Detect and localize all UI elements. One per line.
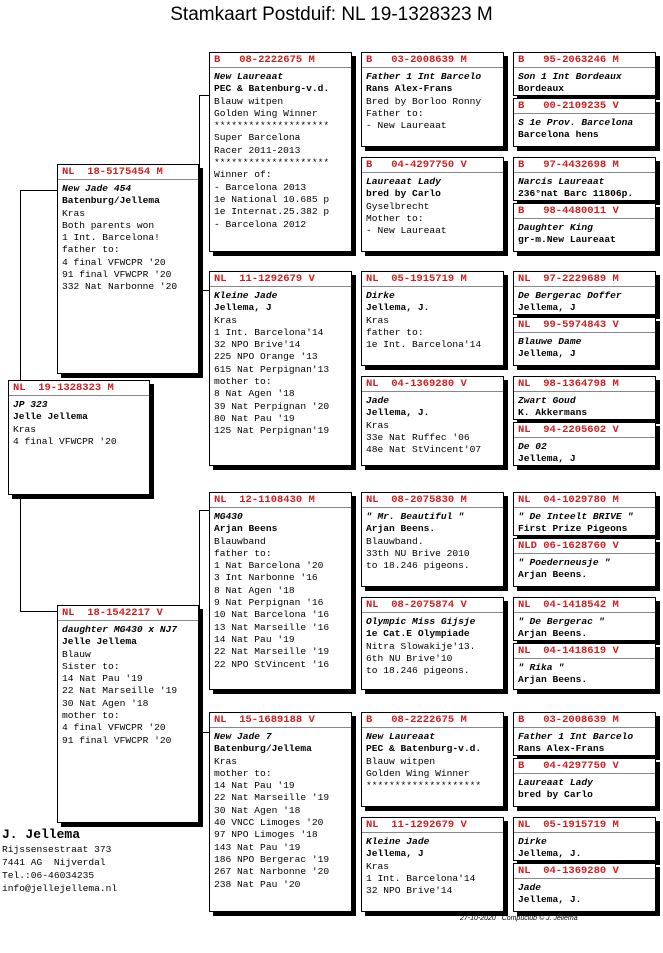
info-line: to 18.246 pigeons.: [366, 560, 470, 572]
breeder-name: Arjan Beens.: [518, 674, 588, 686]
info-line: 33th NU Brive 2010: [366, 547, 470, 559]
info-line: 1 Int. Barcelona'14: [366, 872, 476, 884]
info-line: Kras: [62, 207, 86, 219]
info-line: 267 Nat Narbonne '20: [214, 866, 330, 878]
ring-number: B 98-4480011 V: [514, 204, 655, 219]
pigeon-card-g12[interactable]: [513, 643, 656, 690]
info-line: 32 NPO Brive'14: [366, 885, 453, 897]
owner-info: [2, 826, 117, 895]
pigeon-name: Blauwe Dame: [518, 336, 582, 347]
pigeon-card-mff[interactable]: [361, 492, 504, 587]
info-line: Kras: [214, 314, 238, 326]
info-line: 22 Nat Marseille '19: [214, 792, 330, 804]
pigeon-card-g5[interactable]: [513, 271, 656, 315]
breeder-name: Jellema, J: [518, 302, 576, 314]
ring-number: NL 04-1369280 V: [362, 377, 503, 392]
pigeon-name: De 02: [518, 441, 547, 452]
info-line: 4 final VFWCPR '20: [13, 435, 117, 447]
info-line: mother to:: [62, 710, 120, 722]
pigeon-card-fm[interactable]: [209, 271, 352, 466]
info-line: - New Laureaat: [366, 120, 447, 132]
info-line: Winner of:: [214, 169, 272, 181]
ring-number: B 97-4432698 M: [514, 158, 655, 173]
pigeon-name: MG430: [214, 511, 243, 522]
pigeon-name: " Mr. Beautiful ": [366, 511, 464, 522]
breeder-name: Jelle Jellema: [62, 636, 137, 648]
pigeon-name: Father 1 Int Barcelo: [518, 731, 634, 742]
pigeon-name: Laureaat Lady: [518, 777, 593, 788]
breeder-name: Arjan Beens.: [366, 523, 436, 535]
info-line: Kras: [214, 755, 238, 767]
info-line: 80 Nat Pau '19: [214, 412, 295, 424]
ring-number: B 03-2008639 M: [514, 713, 655, 728]
info-line: 14 Nat Pau '19: [214, 633, 295, 645]
info-line: 4 final VFWCPR '20: [62, 722, 166, 734]
info-line: ********************: [366, 780, 482, 792]
breeder-name: First Prize Pigeons: [518, 523, 628, 535]
owner-address-line: Rijssensestraat 373: [2, 844, 112, 855]
ring-number: B 08-2222675 M: [362, 713, 503, 728]
ring-number: NL 04-1029780 M: [514, 493, 655, 508]
pigeon-card-fmf[interactable]: [361, 271, 504, 366]
pigeon-card-g8[interactable]: [513, 422, 656, 466]
info-line: 1 Nat Barcelona '20: [214, 560, 324, 572]
info-line: Blauw witpen: [214, 95, 284, 107]
info-line: Kras: [366, 314, 390, 326]
info-line: 8 Nat Agen '18: [214, 584, 295, 596]
info-line: Nitra Slowakije'13.: [366, 640, 476, 652]
pigeon-card-g9[interactable]: [513, 492, 656, 536]
pigeon-card-g16[interactable]: [513, 863, 656, 912]
pigeon-card-mother[interactable]: [57, 605, 199, 823]
ring-number: B 00-2109235 V: [514, 99, 655, 114]
pigeon-name: daughter MG430 x NJ7: [62, 624, 178, 635]
breeder-name: PEC & Batenburg-v.d.: [214, 83, 330, 95]
breeder-name: Bordeaux: [518, 83, 565, 95]
info-line: father to:: [214, 547, 272, 559]
owner-address-line: 7441 AG Nijverdal: [2, 857, 106, 868]
info-line: 3 Int Narbonne '16: [214, 572, 318, 584]
pigeon-card-ffm[interactable]: [361, 157, 504, 252]
pigeon-name: New Laureaat: [214, 71, 284, 82]
ring-number: NL 94-2205602 V: [514, 423, 655, 438]
info-line: Mother to:: [366, 212, 424, 224]
footer-credit: 27-10-2020 Compuclub © J. Jellema: [460, 915, 578, 922]
info-line: 33e Nat Ruffec '06: [366, 431, 470, 443]
breeder-name: 1e Cat.E Olympiade: [366, 628, 470, 640]
pigeon-card-mm[interactable]: [209, 712, 352, 912]
info-line: 13 Nat Marseille '16: [214, 621, 330, 633]
info-line: Racer 2011-2013: [214, 144, 301, 156]
info-line: ********************: [214, 157, 330, 169]
info-line: 39 Nat Perpignan '20: [214, 400, 330, 412]
breeder-name: Jellema, J.: [518, 894, 582, 906]
pigeon-card-mmf[interactable]: [361, 712, 504, 807]
info-line: 238 Nat Pau '20: [214, 878, 301, 890]
breeder-name: Batenburg/Jellema: [62, 195, 160, 207]
info-line: 1e National 10.685 p: [214, 193, 330, 205]
pigeon-name: Jade: [366, 395, 390, 406]
pigeon-name: New Jade 454: [62, 183, 132, 194]
breeder-name: Jellema, J: [214, 302, 272, 314]
breeder-name: Rans Alex-Frans: [518, 743, 605, 755]
breeder-name: Arjan Beens.: [518, 628, 588, 640]
pigeon-name: Dirke: [366, 290, 395, 301]
ring-number: NL 19-1328323 M: [9, 381, 149, 396]
info-line: Kras: [366, 860, 390, 872]
pigeon-card-mf[interactable]: [209, 492, 352, 690]
pigeon-name: Zwart Goud: [518, 395, 576, 406]
breeder-name: Jellema, J: [518, 348, 576, 360]
ring-number: NL 04-1418542 M: [514, 598, 655, 613]
ring-number: NL 04-1369280 V: [514, 864, 655, 879]
pigeon-name: Kleine Jade: [214, 290, 278, 301]
pigeon-card-g4[interactable]: [513, 203, 656, 252]
info-line: Bred by Borloo Ronny: [366, 95, 482, 107]
pigeon-card-father[interactable]: [57, 164, 199, 374]
pigeon-name: Olympic Miss Gijsje: [366, 616, 476, 627]
info-line: ********************: [214, 120, 330, 132]
info-line: 125 Nat Perpignan'19: [214, 425, 330, 437]
pigeon-card-g2[interactable]: [513, 98, 656, 147]
ring-number: NL 18-5175454 M: [58, 165, 198, 180]
info-line: Blauw: [62, 648, 91, 660]
info-line: 4 final VFWCPR '20: [62, 256, 166, 268]
pigeon-card-g11[interactable]: [513, 597, 656, 641]
pigeon-card-g1[interactable]: [513, 52, 656, 96]
info-line: Golden Wing Winner: [214, 107, 318, 119]
owner-email[interactable]: info@jellejellema.nl: [2, 883, 118, 894]
info-line: mother to:: [214, 376, 272, 388]
breeder-name: K. Akkermans: [518, 407, 588, 419]
pigeon-card-fff[interactable]: [361, 52, 504, 147]
info-line: 22 NPO StVincent '16: [214, 658, 330, 670]
breeder-name: Jellema, J.: [366, 302, 430, 314]
pigeon-name: New Jade 7: [214, 731, 272, 742]
info-line: father to:: [62, 244, 120, 256]
ring-number: NL 11-1292679 V: [362, 818, 503, 833]
info-line: 8 Nat Agen '18: [214, 388, 295, 400]
info-line: 615 Nat Perpignan'13: [214, 363, 330, 375]
breeder-name: Jelle Jellema: [13, 411, 88, 423]
info-line: Blauwband: [214, 535, 266, 547]
info-line: 40 VNCC Limoges '20: [214, 817, 324, 829]
info-line: 48e Nat StVincent'07: [366, 444, 482, 456]
breeder-name: PEC & Batenburg-v.d.: [366, 743, 482, 755]
ring-number: NL 12-1108430 M: [210, 493, 351, 508]
ring-number: NL 98-1364798 M: [514, 377, 655, 392]
page-title: Stamkaart Postduif: NL 19-1328323 M: [170, 4, 493, 25]
connector: [20, 190, 58, 381]
info-line: 186 NPO Bergerac '19: [214, 853, 330, 865]
connector: [20, 495, 58, 612]
pigeon-card-ff[interactable]: [209, 52, 352, 252]
info-line: to 18.246 pigeons.: [366, 665, 470, 677]
info-line: 14 Nat Pau '19: [214, 780, 295, 792]
info-line: 1 Int. Barcelona'14: [214, 326, 324, 338]
breeder-name: Arjan Beens: [214, 523, 278, 535]
pigeon-name: Son 1 Int Bordeaux: [518, 71, 622, 82]
breeder-name: Rans Alex-Frans: [366, 83, 453, 95]
breeder-name: bred by Carlo: [518, 789, 593, 801]
pigeon-card-g6[interactable]: [513, 317, 656, 366]
info-line: Father to:: [366, 107, 424, 119]
ring-number: NL 15-1689188 V: [210, 713, 351, 728]
pigeon-card-g10[interactable]: [513, 538, 656, 587]
info-line: 91 final VFWCPR '20: [62, 734, 172, 746]
ring-number: B 95-2063246 M: [514, 53, 655, 68]
pigeon-name: New Laureaat: [366, 731, 436, 742]
pigeon-card-g15[interactable]: [513, 817, 656, 861]
ring-number: B 03-2008639 M: [362, 53, 503, 68]
breeder-name: 236°nat Barc 11806p.: [518, 188, 634, 200]
owner-name: J. Jellema: [2, 827, 81, 842]
pigeon-name: JP 323: [13, 399, 48, 410]
info-line: mother to:: [214, 767, 272, 779]
info-line: - Barcelona 2013: [214, 181, 307, 193]
info-line: 6th NU Brive'10: [366, 652, 453, 664]
breeder-name: gr-m.New Laureaat: [518, 234, 616, 246]
breeder-name: bred by Carlo: [366, 188, 441, 200]
breeder-name: Arjan Beens.: [518, 569, 588, 581]
pigeon-name: Kleine Jade: [366, 836, 430, 847]
info-line: - Barcelona 2012: [214, 218, 307, 230]
ring-number: B 04-4297750 V: [514, 759, 655, 774]
info-line: Super Barcelona: [214, 132, 301, 144]
breeder-name: Jellema, J.: [518, 848, 582, 860]
breeder-name: Jellema, J: [518, 453, 576, 465]
pigeon-name: Father 1 Int Barcelo: [366, 71, 482, 82]
pigeon-name: " De Bergerac ": [518, 616, 605, 627]
pigeon-name: Laureaat Lady: [366, 176, 441, 187]
breeder-name: Barcelona hens: [518, 129, 599, 141]
info-line: 10 Nat Barcelona '16: [214, 609, 330, 621]
ring-number: NL 08-2075830 M: [362, 493, 503, 508]
owner-phone: Tel.:06-46034235: [2, 870, 95, 881]
ring-number: NL 05-1915719 M: [514, 818, 655, 833]
info-line: father to:: [366, 326, 424, 338]
info-line: Both parents won: [62, 219, 155, 231]
info-line: Kras: [366, 419, 390, 431]
info-line: 1e Internat.25.382 p: [214, 206, 330, 218]
info-line: 32 NPO Brive'14: [214, 339, 301, 351]
ring-number: NL 05-1915719 M: [362, 272, 503, 287]
info-line: 14 Nat Pau '19: [62, 673, 143, 685]
pigeon-card-g7[interactable]: [513, 376, 656, 420]
pigeon-name: Daughter King: [518, 222, 593, 233]
breeder-name: Jellema, J.: [366, 407, 430, 419]
pigeon-card-fmm[interactable]: [361, 376, 504, 466]
info-line: 9 Nat Perpignan '16: [214, 597, 324, 609]
info-line: 1e Int. Barcelona'14: [366, 339, 482, 351]
pigeon-name: S 1e Prov. Barcelona: [518, 117, 634, 128]
info-line: Golden Wing Winner: [366, 767, 470, 779]
info-line: 30 Nat Agen '18: [62, 697, 149, 709]
pigeon-name: " Poederneusje ": [518, 557, 611, 568]
ring-number: B 08-2222675 M: [210, 53, 351, 68]
pigeon-name: Narcis Laureaat: [518, 176, 605, 187]
info-line: Blauw witpen: [366, 755, 436, 767]
pigeon-name: " De Inteelt BRIVE ": [518, 511, 634, 522]
info-line: - New Laureaat: [366, 225, 447, 237]
info-line: 30 Nat Agen '18: [214, 804, 301, 816]
info-line: Gyselbrecht: [366, 200, 430, 212]
pigeon-card-mmm[interactable]: [361, 817, 504, 912]
info-line: Sister to:: [62, 660, 120, 672]
pigeon-card-g14[interactable]: [513, 758, 656, 807]
info-line: Blauwband.: [366, 535, 424, 547]
info-line: 225 NPO Orange '13: [214, 351, 318, 363]
info-line: Kras: [13, 423, 37, 435]
pigeon-card-g3[interactable]: [513, 157, 656, 201]
ring-number: B 04-4297750 V: [362, 158, 503, 173]
info-line: 91 final VFWCPR '20: [62, 269, 172, 281]
breeder-name: Batenburg/Jellema: [214, 743, 312, 755]
ring-number: NL 08-2075874 V: [362, 598, 503, 613]
ring-number: NL 04-1418619 V: [514, 644, 655, 659]
breeder-name: Jellema, J: [366, 848, 424, 860]
ring-number: NL 18-1542217 V: [58, 606, 198, 621]
ring-number: NL 11-1292679 V: [210, 272, 351, 287]
ring-number: NL 99-5974843 V: [514, 318, 655, 333]
pigeon-name: Dirke: [518, 836, 547, 847]
pigeon-card-g13[interactable]: [513, 712, 656, 756]
info-line: 22 Nat Marseille '19: [214, 646, 330, 658]
pigeon-card-mfm[interactable]: [361, 597, 504, 690]
info-line: 97 NPO Limoges '18: [214, 829, 318, 841]
pigeon-name: Jade: [518, 882, 542, 893]
info-line: 332 Nat Narbonne '20: [62, 281, 178, 293]
pigeon-card-subject[interactable]: [8, 380, 150, 495]
info-line: 143 Nat Pau '19: [214, 841, 301, 853]
info-line: 1 Int. Barcelona!: [62, 232, 160, 244]
ring-number: NL 97-2229689 M: [514, 272, 655, 287]
info-line: 22 Nat Marseille '19: [62, 685, 178, 697]
pigeon-name: De Bergerac Doffer: [518, 290, 622, 301]
pigeon-name: " Rika ": [518, 662, 565, 673]
ring-number: NLD 06-1628760 V: [514, 539, 655, 554]
